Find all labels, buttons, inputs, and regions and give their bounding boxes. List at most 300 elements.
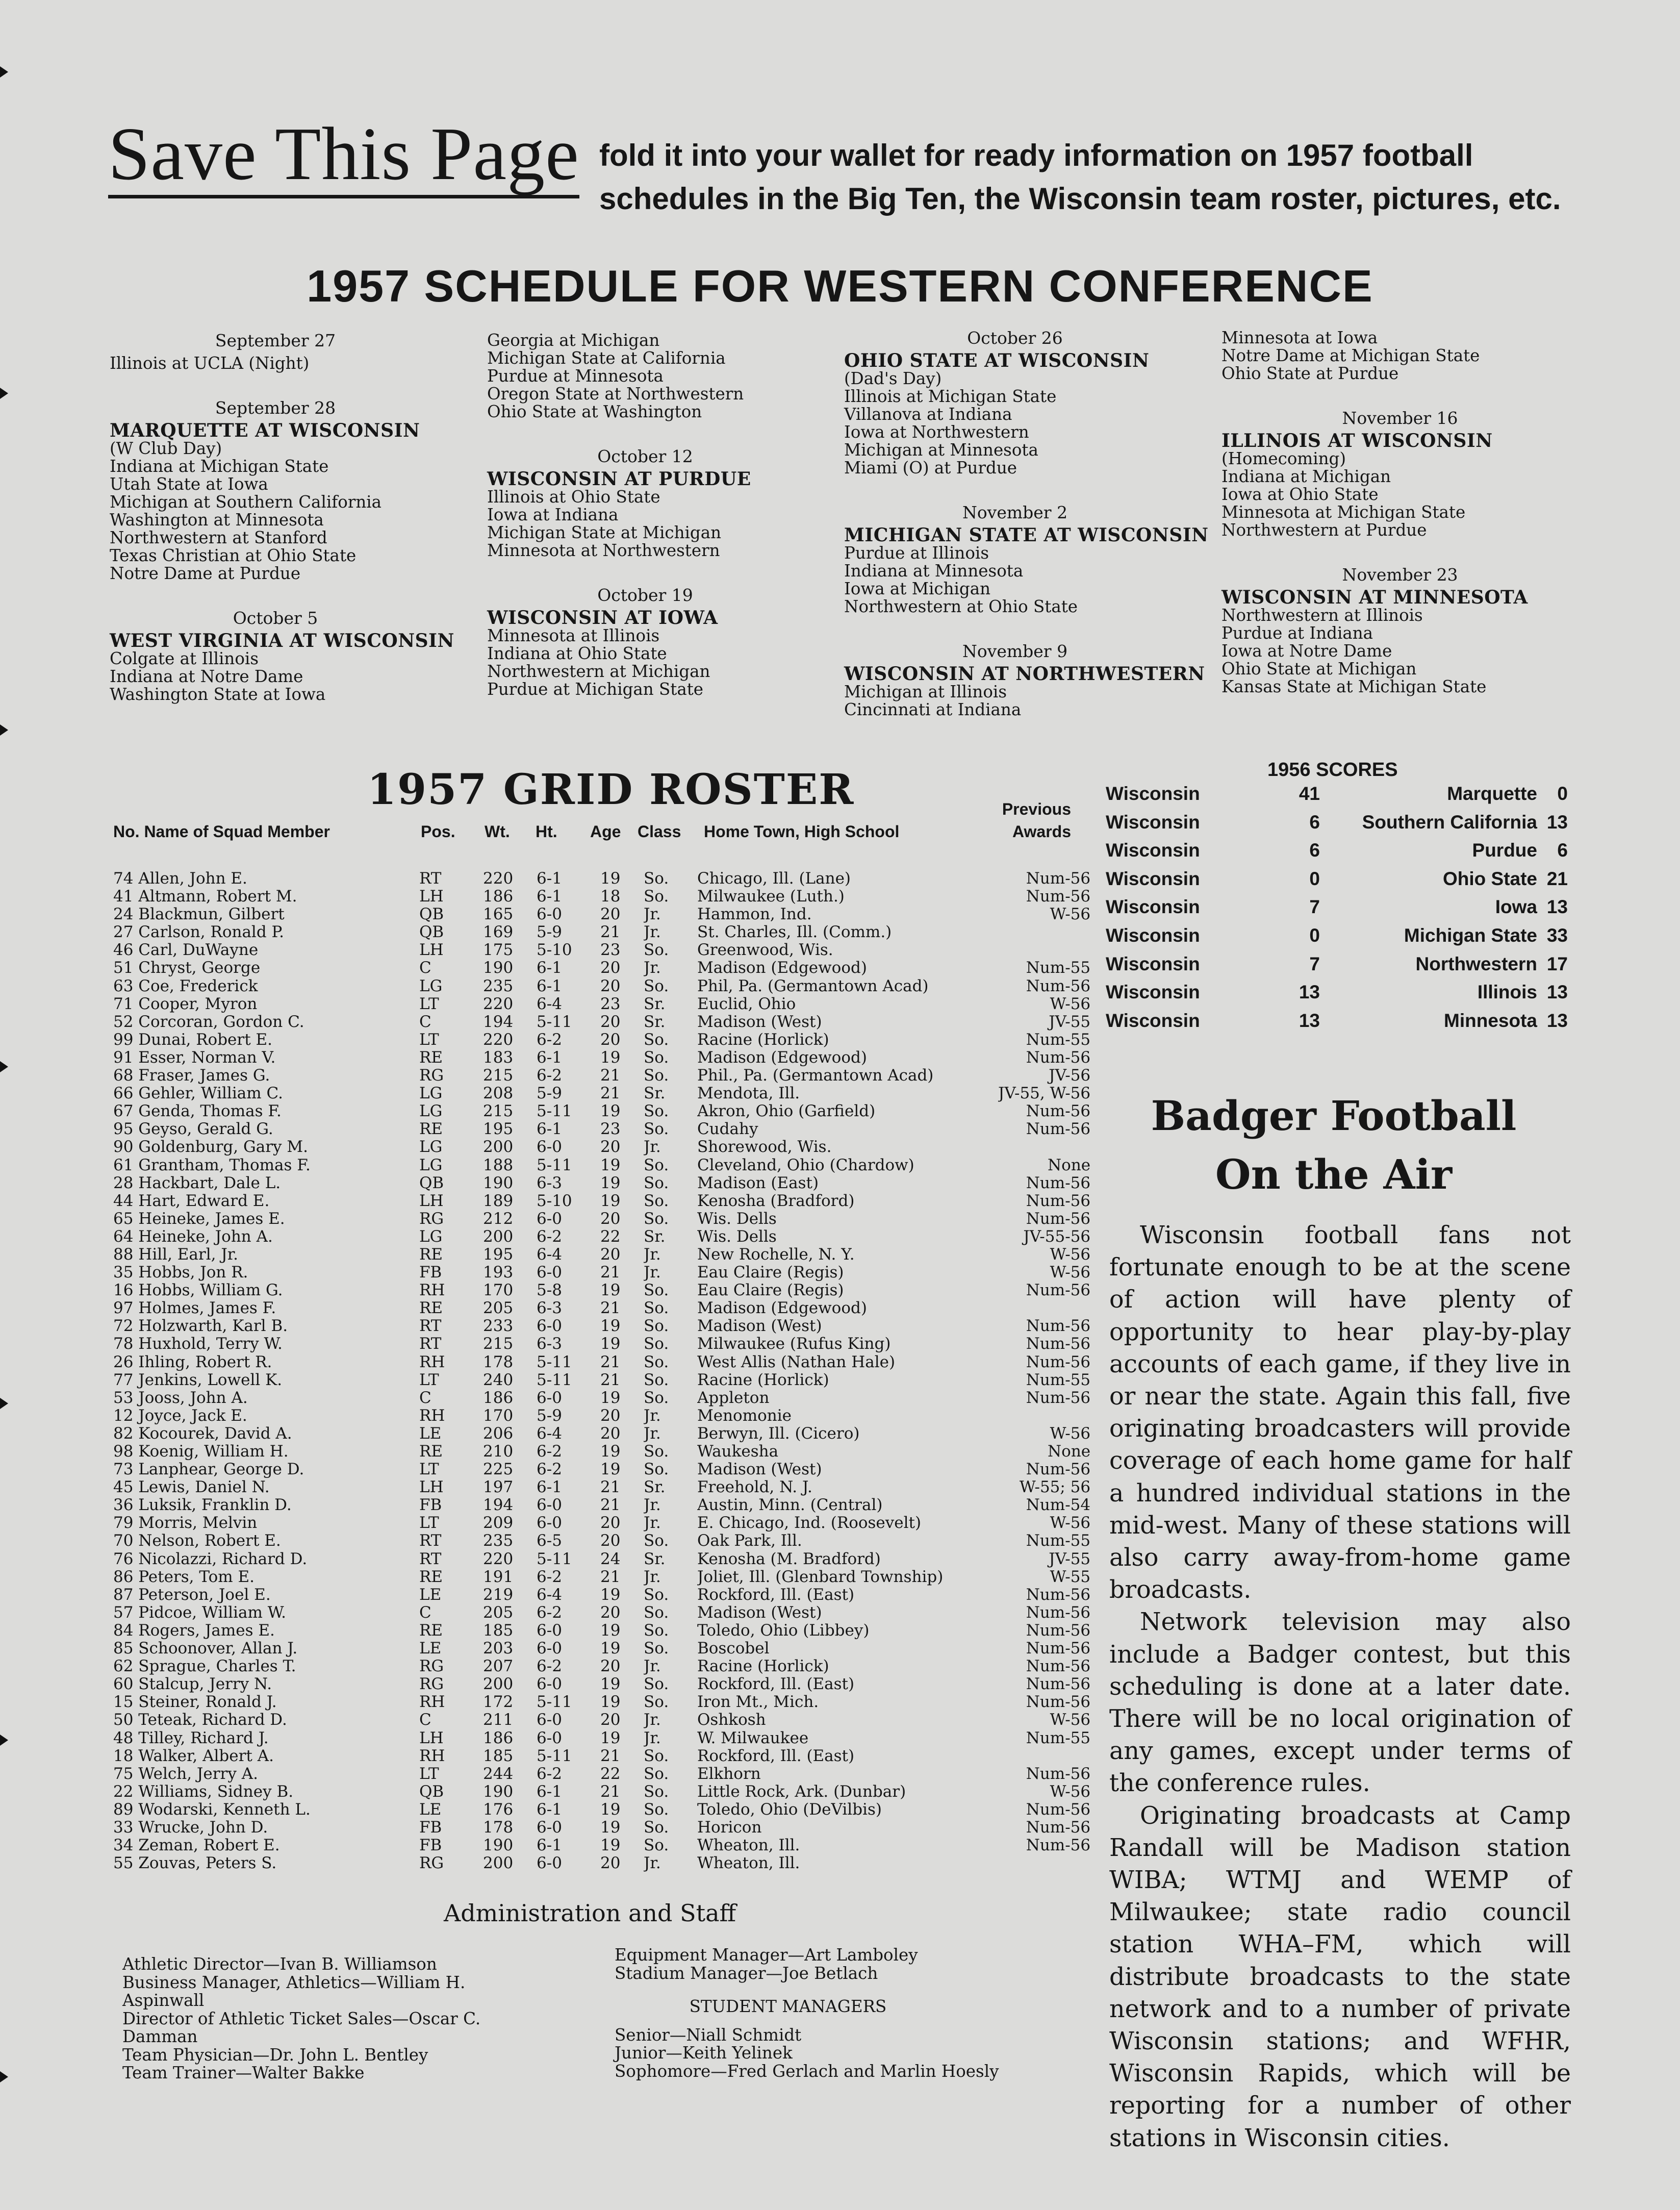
team-name: Wisconsin	[1106, 1010, 1200, 1031]
weight: 233	[483, 1317, 514, 1336]
staff-line: Sophomore—Fred Gerlach and Marlin Hoesly	[615, 2061, 999, 2081]
hometown: Madison (West)	[697, 1461, 822, 1479]
schedule-date: September 27	[215, 331, 336, 350]
binding-mark	[0, 66, 8, 78]
roster-header-pos: Pos.	[421, 822, 455, 841]
age: 18	[600, 888, 621, 906]
weight: 220	[483, 1031, 514, 1049]
class: So.	[644, 870, 669, 888]
roster-row	[113, 1461, 1090, 1478]
opponent-name: Michigan State	[1404, 925, 1537, 946]
weight: 185	[483, 1621, 514, 1640]
previous-awards: W-56	[1050, 1782, 1091, 1801]
schedule-column-2	[487, 332, 803, 698]
position: LG	[419, 1156, 443, 1174]
roster-header-awards-2: Awards	[1012, 822, 1071, 841]
age: 20	[600, 1603, 621, 1622]
age: 19	[600, 1818, 621, 1837]
player-name: 36 Luksik, Franklin D.	[113, 1496, 292, 1515]
class: So.	[644, 1282, 669, 1300]
previous-awards: Num-56	[1026, 870, 1091, 888]
roster-row	[113, 1282, 1090, 1299]
hometown: Cudahy	[697, 1120, 758, 1139]
height: 6-4	[537, 1424, 562, 1443]
hometown: Akron, Ohio (Garfield)	[697, 1102, 876, 1121]
roster-row	[113, 1067, 1090, 1085]
class: So.	[644, 1586, 669, 1604]
height: 6-1	[537, 870, 562, 888]
hometown: Wis. Dells	[697, 1210, 777, 1228]
team-score: 13	[1299, 982, 1320, 1003]
roster-row	[113, 1640, 1090, 1658]
age: 20	[600, 1514, 621, 1533]
weight: 186	[483, 1389, 514, 1407]
height: 6-0	[537, 1317, 562, 1336]
weight: 169	[483, 923, 514, 942]
player-name: 34 Zeman, Robert E.	[113, 1837, 280, 1855]
player-name: 57 Pidcoe, William W.	[113, 1603, 287, 1622]
height: 6-4	[537, 1245, 562, 1264]
age: 20	[600, 1711, 621, 1729]
previous-awards: W-56	[1050, 1514, 1091, 1533]
previous-awards: Num-56	[1026, 1335, 1091, 1353]
position: RG	[419, 1067, 444, 1085]
position: RG	[419, 1854, 444, 1873]
hometown: West Allis (Nathan Hale)	[697, 1353, 896, 1371]
hometown: Greenwood, Wis.	[697, 941, 833, 960]
roster-row	[113, 1693, 1090, 1711]
previous-awards: W-56	[1050, 1264, 1091, 1282]
roster-row	[113, 1192, 1090, 1210]
roster-row	[113, 1819, 1090, 1837]
position: LG	[419, 1227, 443, 1246]
position: FB	[419, 1837, 442, 1855]
position: LT	[419, 1031, 439, 1049]
schedule-game: Georgia at Michigan	[487, 331, 660, 350]
weight: 186	[483, 1729, 514, 1747]
position: LT	[419, 1371, 439, 1389]
height: 6-2	[537, 1443, 562, 1461]
age: 21	[600, 1067, 621, 1085]
schedule-game: Purdue at Illinois	[844, 543, 989, 563]
player-name: 64 Heineke, John A.	[113, 1227, 273, 1246]
weight: 194	[483, 1496, 514, 1515]
position: RE	[419, 1120, 443, 1139]
schedule-date: November 2	[962, 503, 1068, 522]
previous-awards: Num-56	[1026, 1693, 1091, 1712]
staff-line: Team Trainer—Walter Bakke	[122, 2063, 365, 2082]
opponent-name: Marquette	[1447, 783, 1537, 804]
previous-awards: Num-55	[1026, 1729, 1091, 1747]
player-name: 52 Corcoran, Gordon C.	[113, 1013, 304, 1031]
position: LG	[419, 1138, 443, 1157]
roster-row	[113, 1120, 1090, 1138]
schedule-game: Oregon State at Northwestern	[487, 384, 744, 404]
age: 20	[600, 1013, 621, 1031]
age: 23	[600, 941, 621, 960]
height: 6-3	[537, 1335, 562, 1353]
weight: 207	[483, 1658, 514, 1676]
class: Jr.	[644, 959, 661, 977]
hometown: Rockford, Ill. (East)	[697, 1747, 855, 1765]
class: Jr.	[644, 1568, 661, 1586]
schedule-date: October 5	[233, 608, 318, 628]
age: 19	[600, 1621, 621, 1640]
player-name: 51 Chryst, George	[113, 959, 261, 977]
previous-awards: Num-56	[1026, 888, 1091, 906]
hometown: Menomonie	[697, 1407, 792, 1425]
height: 6-5	[537, 1532, 562, 1550]
team-name: Wisconsin	[1106, 783, 1200, 804]
weight: 205	[483, 1299, 514, 1318]
roster-row	[113, 1532, 1090, 1550]
class: So.	[644, 1067, 669, 1085]
hometown: Oak Park, Ill.	[697, 1532, 802, 1550]
opponent-name: Ohio State	[1442, 868, 1537, 889]
previous-awards: Num-56	[1026, 1837, 1091, 1855]
hometown: Madison (West)	[697, 1317, 822, 1336]
hometown: Joliet, Ill. (Glenbard Township)	[697, 1568, 944, 1586]
roster-row	[113, 1443, 1090, 1461]
age: 21	[600, 1264, 621, 1282]
game-note: (W Club Day)	[110, 439, 222, 458]
height: 5-11	[537, 1353, 572, 1371]
opponent-score: 13	[1546, 982, 1568, 1003]
wisconsin-game-headline: MICHIGAN STATE AT WISCONSIN	[844, 524, 1209, 546]
roster-row	[113, 1102, 1090, 1120]
roster-row	[113, 1049, 1090, 1067]
game-note: (Homecoming)	[1221, 449, 1346, 468]
class: So.	[644, 1317, 669, 1336]
player-name: 26 Ihling, Robert R.	[113, 1353, 272, 1371]
hometown: Toledo, Ohio (DeVilbis)	[697, 1800, 882, 1819]
height: 6-1	[537, 1800, 562, 1819]
player-name: 66 Gehler, William C.	[113, 1085, 283, 1103]
roster-row	[113, 1174, 1090, 1192]
weight: 170	[483, 1407, 514, 1425]
wisconsin-game-headline: MARQUETTE AT WISCONSIN	[110, 420, 420, 441]
hometown: Hammon, Ind.	[697, 906, 812, 924]
class: Sr.	[644, 1085, 666, 1103]
hometown: Berwyn, Ill. (Cicero)	[697, 1424, 860, 1443]
player-name: 77 Jenkins, Lowell K.	[113, 1371, 283, 1389]
position: LE	[419, 1586, 442, 1604]
schedule-game: Illinois at Michigan State	[844, 387, 1057, 406]
class: Jr.	[644, 1407, 661, 1425]
position: RE	[419, 1299, 443, 1318]
position: RH	[419, 1282, 445, 1300]
roster-header-ht: Ht.	[536, 822, 557, 841]
schedule-game: Washington State at Iowa	[110, 685, 326, 704]
staff-line: Director of Athletic Ticket Sales—Oscar C. Damman	[122, 2008, 481, 2046]
roster-row	[113, 1801, 1090, 1819]
roster-table	[113, 870, 1090, 1872]
schedule-game: Notre Dame at Purdue	[110, 564, 301, 583]
previous-awards: Num-56	[1026, 1586, 1091, 1604]
schedule-game: Michigan at Illinois	[844, 682, 1007, 701]
previous-awards: Num-56	[1026, 977, 1091, 995]
player-name: 95 Geyso, Gerald G.	[113, 1120, 273, 1139]
weight: 203	[483, 1640, 514, 1658]
player-name: 84 Rogers, James E.	[113, 1621, 275, 1640]
roster-header-wt: Wt.	[485, 822, 510, 841]
position: FB	[419, 1818, 442, 1837]
player-name: 75 Welch, Jerry A.	[113, 1765, 258, 1783]
class: So.	[644, 1156, 669, 1174]
schedule-game: Indiana at Michigan	[1221, 467, 1391, 486]
position: LG	[419, 977, 443, 995]
weight: 190	[483, 959, 514, 977]
class: So.	[644, 1603, 669, 1622]
admin-title: Administration and Staff	[444, 1899, 736, 1927]
weight: 176	[483, 1800, 514, 1819]
hometown: Euclid, Ohio	[697, 995, 796, 1013]
class: Jr.	[644, 1138, 661, 1157]
class: So.	[644, 941, 669, 960]
height: 6-2	[537, 1067, 562, 1085]
age: 20	[600, 977, 621, 995]
hometown: Cleveland, Ohio (Chardow)	[697, 1156, 914, 1174]
game-note: (Dad's Day)	[844, 369, 942, 388]
player-name: 61 Grantham, Thomas F.	[113, 1156, 311, 1174]
previous-awards: JV-55	[1049, 1550, 1091, 1568]
hometown: Little Rock, Ark. (Dunbar)	[697, 1782, 906, 1801]
position: LH	[419, 888, 444, 906]
player-name: 90 Goldenburg, Gary M.	[113, 1138, 309, 1157]
previous-awards: Num-56	[1026, 1048, 1091, 1067]
team-name: Wisconsin	[1106, 811, 1200, 833]
hometown: Shorewood, Wis.	[697, 1138, 832, 1157]
age: 19	[600, 1335, 621, 1353]
weight: 200	[483, 1675, 514, 1694]
weight: 235	[483, 977, 514, 995]
position: FB	[419, 1264, 442, 1282]
hometown: Wheaton, Ill.	[697, 1837, 800, 1855]
schedule-game: Michigan at Minnesota	[844, 440, 1038, 460]
roster-row	[113, 1138, 1090, 1156]
roster-header-name: No. Name of Squad Member	[113, 822, 330, 841]
schedule-date: September 28	[215, 398, 336, 418]
hometown: Racine (Horlick)	[697, 1658, 829, 1676]
weight: 244	[483, 1765, 514, 1783]
position: RE	[419, 1443, 443, 1461]
position: C	[419, 1013, 431, 1031]
schedule-game: Michigan State at Michigan	[487, 523, 722, 542]
previous-awards	[998, 1138, 1090, 1156]
position: RE	[419, 1245, 443, 1264]
previous-awards: Num-56	[1026, 1174, 1091, 1192]
class: So.	[644, 1640, 669, 1658]
player-name: 63 Coe, Frederick	[113, 977, 258, 995]
previous-awards: W-56	[1050, 906, 1091, 924]
height: 5-10	[537, 941, 572, 960]
class: Jr.	[644, 1658, 661, 1676]
roster-row	[113, 1783, 1090, 1801]
roster-row	[113, 888, 1090, 906]
position: RT	[419, 870, 442, 888]
class: So.	[644, 1371, 669, 1389]
age: 21	[600, 1568, 621, 1586]
height: 5-11	[537, 1371, 572, 1389]
height: 5-9	[537, 1407, 562, 1425]
position: RE	[419, 1568, 443, 1586]
hometown: Chicago, Ill. (Lane)	[697, 870, 851, 888]
age: 21	[600, 1371, 621, 1389]
roster-row	[113, 1246, 1090, 1264]
opponent-name: Southern California	[1362, 811, 1537, 833]
position: LH	[419, 1729, 444, 1747]
weight: 197	[483, 1478, 514, 1497]
player-name: 18 Walker, Albert A.	[113, 1747, 274, 1765]
position: LT	[419, 1514, 439, 1533]
previous-awards	[998, 923, 1090, 941]
height: 6-0	[537, 1514, 562, 1533]
roster-row	[113, 1228, 1090, 1246]
age: 20	[600, 1210, 621, 1228]
wisconsin-game-headline: WISCONSIN AT IOWA	[487, 607, 718, 629]
team-score: 6	[1309, 811, 1320, 833]
age: 20	[600, 1138, 621, 1157]
radio-article	[1109, 1219, 1571, 2154]
height: 6-0	[537, 1210, 562, 1228]
height: 6-0	[537, 1389, 562, 1407]
player-name: 12 Joyce, Jack E.	[113, 1407, 247, 1425]
class: So.	[644, 1675, 669, 1694]
opponent-name: Illinois	[1477, 982, 1537, 1003]
schedule-game: Northwestern at Stanford	[110, 528, 327, 547]
schedule-game: Utah State at Iowa	[110, 474, 268, 494]
previous-awards: Num-56	[1026, 1210, 1091, 1228]
binding-mark	[0, 1061, 8, 1072]
weight: 172	[483, 1693, 514, 1712]
roster-row	[113, 1854, 1090, 1872]
player-name: 35 Hobbs, Jon R.	[113, 1264, 248, 1282]
player-name: 44 Hart, Edward E.	[113, 1192, 270, 1210]
schedule-date: November 23	[1342, 565, 1458, 585]
score-row	[1106, 840, 1568, 866]
roster-row	[113, 1389, 1090, 1407]
position: C	[419, 1603, 431, 1622]
hometown: W. Milwaukee	[697, 1729, 809, 1747]
weight: 190	[483, 1837, 514, 1855]
hometown: Madison (Edgewood)	[697, 1048, 867, 1067]
previous-awards: Num-56	[1026, 1317, 1091, 1336]
position: LH	[419, 1192, 444, 1210]
schedule-column-4	[1221, 329, 1579, 696]
position: LT	[419, 995, 439, 1013]
player-name: 70 Nelson, Robert E.	[113, 1532, 281, 1550]
previous-awards: Num-56	[1026, 1818, 1091, 1837]
wisconsin-game-headline: ILLINOIS AT WISCONSIN	[1221, 430, 1493, 451]
height: 5-11	[537, 1102, 572, 1121]
previous-awards: Num-56	[1026, 1800, 1091, 1819]
previous-awards	[998, 1299, 1090, 1317]
radio-title-line-1: Badger Football	[1151, 1092, 1517, 1140]
weight: 215	[483, 1067, 514, 1085]
height: 6-0	[537, 1621, 562, 1640]
schedule-game: Northwestern at Michigan	[487, 662, 710, 681]
schedule-game: Washington at Minnesota	[110, 510, 324, 530]
player-name: 55 Zouvas, Peters S.	[113, 1854, 277, 1873]
hometown: Milwaukee (Luth.)	[697, 888, 845, 906]
hometown: Rockford, Ill. (East)	[697, 1586, 855, 1604]
age: 21	[600, 1478, 621, 1497]
class: So.	[644, 1335, 669, 1353]
age: 21	[600, 923, 621, 942]
schedule-date: October 12	[597, 446, 693, 466]
roster-row	[113, 1478, 1090, 1496]
class: So.	[644, 1031, 669, 1049]
radio-paragraph: Originating broadcasts at Camp Randall will be Madison station WIBA; WTMJ and WEMP of Milwaukee; state radio council station WHA–FM, which will distribute broadcasts to the state network and to a number of private Wisconsin stations; and WFHR, Wisconsin Rapids, which will be reporting for a number of other stations in Wisconsin cities.	[1109, 1801, 1571, 2152]
class: Jr.	[644, 1854, 661, 1873]
binding-mark	[0, 1735, 8, 1746]
height: 6-1	[537, 1837, 562, 1855]
schedule-game: Purdue at Indiana	[1221, 623, 1373, 643]
height: 6-0	[537, 1640, 562, 1658]
position: RG	[419, 1675, 444, 1694]
roster-header-age: Age	[590, 822, 621, 841]
class: Jr.	[644, 1711, 661, 1729]
hometown: Elkhorn	[697, 1765, 761, 1783]
age: 21	[600, 1299, 621, 1318]
roster-row	[113, 1353, 1090, 1371]
age: 23	[600, 995, 621, 1013]
class: Sr.	[644, 995, 666, 1013]
player-name: 45 Lewis, Daniel N.	[113, 1478, 270, 1497]
age: 20	[600, 1532, 621, 1550]
roster-row	[113, 1514, 1090, 1532]
weight: 220	[483, 995, 514, 1013]
weight: 208	[483, 1085, 514, 1103]
schedule-title: 1957 SCHEDULE FOR WESTERN CONFERENCE	[307, 261, 1373, 311]
team-score: 0	[1309, 868, 1320, 889]
admin-left-list	[122, 1955, 546, 2082]
hometown: Milwaukee (Rufus King)	[697, 1335, 891, 1353]
class: So.	[644, 1443, 669, 1461]
age: 19	[600, 1389, 621, 1407]
weight: 178	[483, 1353, 514, 1371]
previous-awards: Num-56	[1026, 1282, 1091, 1300]
previous-awards	[998, 1407, 1090, 1425]
weight: 170	[483, 1282, 514, 1300]
player-name: 65 Heineke, James E.	[113, 1210, 285, 1228]
previous-awards	[998, 1747, 1090, 1765]
position: RH	[419, 1693, 445, 1712]
weight: 185	[483, 1747, 514, 1765]
roster-row	[113, 870, 1090, 888]
player-name: 48 Tilley, Richard J.	[113, 1729, 269, 1747]
roster-row	[113, 995, 1090, 1013]
age: 19	[600, 1282, 621, 1300]
class: So.	[644, 1192, 669, 1210]
schedule-game: Kansas State at Michigan State	[1221, 677, 1487, 696]
roster-row	[113, 1729, 1090, 1747]
age: 19	[600, 1800, 621, 1819]
height: 6-4	[537, 995, 562, 1013]
position: RH	[419, 1747, 445, 1765]
wisconsin-game-headline: WISCONSIN AT PURDUE	[487, 468, 751, 490]
age: 20	[600, 1658, 621, 1676]
class: So.	[644, 1532, 669, 1550]
age: 19	[600, 1693, 621, 1712]
radio-title-line-2: On the Air	[1215, 1150, 1453, 1198]
height: 6-1	[537, 977, 562, 995]
previous-awards: W-56	[1050, 1245, 1091, 1264]
radio-paragraph: Network television may also include a Badger contest, but this scheduling is done at a later date. There will be no local origination of any games, except under terms of the conference rules.	[1109, 1608, 1571, 1798]
weight: 220	[483, 870, 514, 888]
weight: 186	[483, 888, 514, 906]
player-name: 74 Allen, John E.	[113, 870, 247, 888]
